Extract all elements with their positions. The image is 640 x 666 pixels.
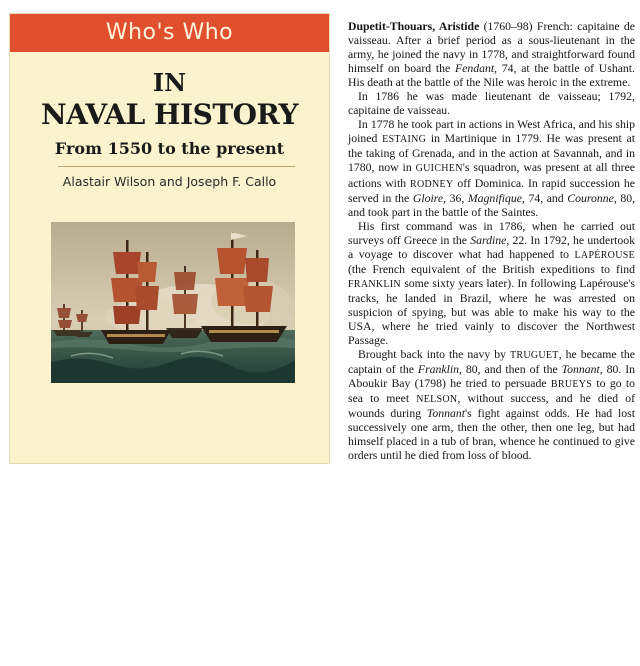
cross-reference: LAPÉROUSE — [574, 249, 635, 261]
entry-text: , without success, and he died of wounds during — [348, 392, 635, 421]
entry-paragraph-3 — [348, 118, 635, 219]
entry-text: , he became the captain of the — [348, 348, 635, 377]
entry-text: off Dominica. In rapid succession he served in the — [348, 176, 635, 205]
cross-reference: NELSON — [416, 394, 458, 406]
cross-reference: BRUEYS — [550, 379, 593, 391]
cover-authors: Alastair Wilson and Joseph F. Callo — [62, 174, 277, 189]
cross-reference: FRANKLIN — [348, 278, 401, 290]
entry-text: in Martinique in 1779. He was present at the taking of Grenada, and in the action at Savannah, and in 1780, now in — [348, 132, 635, 175]
entry-text: , 80. In Aboukir Bay (1798) he tried to persuade — [348, 363, 636, 391]
entry-text: , 36, — [443, 191, 468, 205]
cover-subtitle: From 1550 to the present — [54, 139, 285, 158]
entry-text: some sixty years later). In following Lapérouse's tracks, he landed in Brazil, where he was arrested on suspicion of spying, but was able to make his way to the USA, where he tried vainly to discover the Northwest Passage. — [348, 276, 635, 348]
ship-name: Tonnant — [426, 407, 466, 421]
ship-name: Couronne — [567, 191, 614, 205]
entry-text: Brought back into the navy by — [358, 348, 510, 362]
ship-name: Magnifique — [467, 191, 522, 205]
entry-text: His first command was in 1786, when he carried out surveys off Greece in the — [348, 219, 635, 247]
ship-name: Fendant — [454, 62, 495, 76]
ship-name: Sardine — [470, 233, 507, 247]
biography-entry — [348, 20, 635, 463]
cross-reference: ESTAING — [382, 134, 427, 146]
entry-text: , 80, and took part in the battle of the Saintes. — [348, 191, 636, 219]
ship-name: Franklin — [417, 363, 460, 377]
entry-text: (the French equivalent of the British expeditions to find — [348, 262, 635, 276]
entry-text: 's squadron, was present at all three actions with — [348, 161, 635, 190]
entry-text: 's fight against odds. He had lost successively one arm, then the other, then one leg, but had himself placed in a tub of bran, whence he continued to give orders until he died from loss of blood. — [348, 407, 635, 463]
entry-text: (1760–98) French: capitaine de vaisseau. After a brief period as a sous-lieutenant in the army, he joined the navy in 1778, and straightforward found himself on board the — [348, 20, 635, 76]
cross-reference: RODNEY — [410, 178, 454, 190]
cover-title-in: IN — [152, 68, 187, 97]
naval-battle-painting — [51, 222, 295, 383]
entry-headword: Dupetit-Thouars, Aristide — [348, 20, 480, 33]
entry-text: , 74, and — [521, 191, 568, 205]
cover-divider — [58, 166, 295, 167]
ship-name: Gloire — [412, 191, 444, 205]
cover-title-naval-history: NAVAL HISTORY — [41, 98, 298, 131]
ship-name: Tonnant — [561, 363, 600, 377]
entry-text: , 74, at the battle of Ushant. His death at the battle of the Nile was heroic in the extreme. — [348, 62, 635, 90]
cross-reference: GUICHEN — [415, 163, 463, 175]
entry-paragraph-5 — [348, 348, 635, 463]
entry-paragraph-2: In 1786 he was made lieutenant de vaisseau; 1792, capitaine de vaisseau. — [348, 90, 635, 118]
entry-paragraph-4 — [348, 220, 635, 348]
cross-reference: TRUGUET — [509, 350, 559, 362]
book-cover — [9, 13, 330, 464]
entry-paragraph-1 — [348, 20, 635, 90]
cover-banner-title: Who's Who — [10, 14, 329, 52]
entry-text: , 22. In 1792, he undertook a voyage to discover what had happened to — [348, 233, 635, 261]
naval-battle-illustration — [51, 222, 295, 383]
entry-text: , 80, and then of the — [459, 363, 562, 377]
entry-text: In 1778 he took part in actions in West Africa, and his ship joined — [348, 118, 635, 146]
entry-text: to go to sea to meet — [348, 377, 635, 406]
